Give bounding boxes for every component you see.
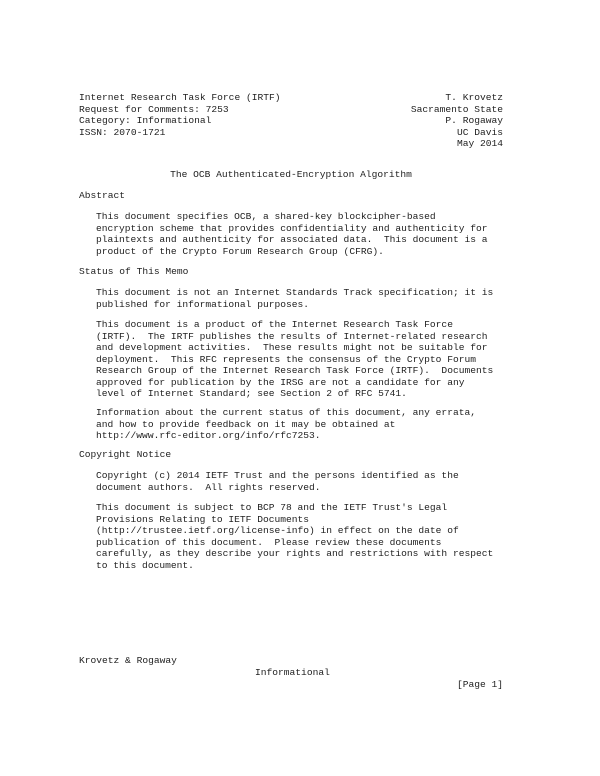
copyright-line: carefully, as they describe your rights and restrictions with respect: [96, 548, 494, 559]
footer-authors: Krovetz & Rogaway: [79, 655, 177, 666]
header-row: [79, 138, 503, 150]
section-heading-copyright: Copyright Notice: [79, 449, 172, 460]
header-right-line: P. Rogaway: [445, 115, 503, 126]
status-line: This document is a product of the Internet Research Task Force: [96, 319, 453, 330]
copyright-line: (http://trustee.ietf.org/license-info) in effect on the date of: [96, 525, 459, 536]
status-line: Information about the current status of this document, any errata,: [96, 407, 476, 418]
header-row: [79, 127, 503, 139]
copyright-line: to this document.: [96, 559, 194, 571]
copyright-line: document authors. All rights reserved.: [96, 481, 321, 493]
copyright-line: This document is subject to BCP 78 and the IETF Trust's Legal: [96, 502, 448, 513]
header-right-line: May 2014: [456, 138, 503, 149]
status-line: deployment. This RFC represents the consensus of the Crypto Forum: [96, 353, 476, 365]
section-heading-status: Status of This Memo: [79, 266, 189, 277]
abstract-line: This document specifies OCB, a shared-key blockcipher-based: [96, 211, 436, 222]
header-left-line: Internet Research Task Force (IRTF): [79, 92, 281, 103]
status-line: This document is not an Internet Standards Track specification; it is: [96, 287, 494, 298]
status-line: Research Group of the Internet Research Task Force (IRTF). Documents: [96, 365, 494, 376]
header-row: [79, 115, 503, 127]
status-link-line: http://www.rfc-editor.org/info/rfc7253.: [96, 430, 321, 441]
abstract-line: plaintexts and authenticity for associated data. This document is a: [96, 234, 488, 245]
status-line: approved for publication by the IRSG are not a candidate for any: [96, 376, 465, 388]
copyright-line: Copyright (c) 2014 IETF Trust and the persons identified as the: [96, 470, 459, 481]
copyright-line: publication of this document. Please review these documents: [96, 536, 442, 548]
header-left-line: Request for Comments: 7253: [79, 103, 229, 115]
document-title: The OCB Authenticated-Encryption Algorithm: [170, 169, 412, 180]
footer-page-number: [Page 1]: [456, 679, 503, 690]
header-right-line: Sacramento State: [410, 103, 503, 115]
header-left-line: Category: Informational: [79, 115, 212, 126]
page-footer: [79, 643, 503, 690]
abstract-line: encryption scheme that provides confidentiality and authenticity for: [96, 222, 488, 234]
header-right-line: UC Davis: [456, 126, 503, 138]
copyright-line: Provisions Relating to IETF Documents: [96, 513, 310, 525]
status-line: level of Internet Standard; see Section 2 of RFC 5741.: [96, 388, 407, 399]
header-left-line: ISSN: 2070-1721: [79, 126, 166, 138]
status-line: and how to provide feedback on it may be obtained at: [96, 418, 396, 430]
header-right-line: T. Krovetz: [445, 92, 503, 103]
header-row: [79, 92, 503, 104]
section-heading-abstract: Abstract: [79, 190, 126, 201]
status-line: and development activities. These results might not be suitable for: [96, 342, 488, 353]
status-line: (IRTF). The IRTF publishes the results of Internet-related research: [96, 330, 488, 342]
status-line: published for informational purposes.: [96, 298, 310, 310]
abstract-line: product of the Crypto Forum Research Group (CFRG).: [96, 245, 384, 257]
footer-category: Informational: [255, 667, 330, 678]
header-row: [79, 104, 503, 116]
